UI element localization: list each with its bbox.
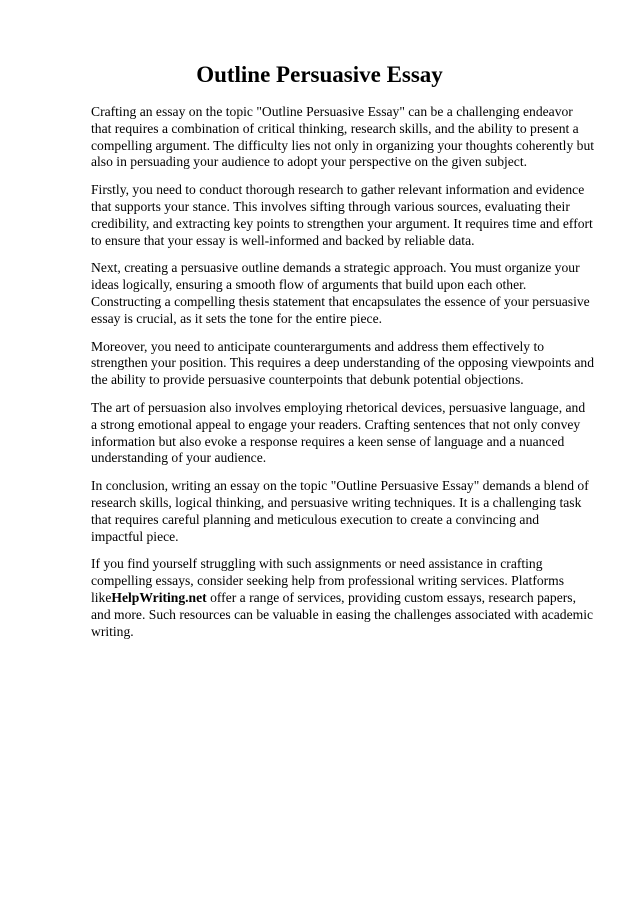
document-title: Outline Persuasive Essay [196,62,443,87]
paragraph-outline: Next, creating a persuasive outline demands a strategic approach. You must organize your ideas logically, ensuring a smooth flow of arguments that build upon each other. Constructing a compelling thesis statement that encapsulates the essence of your persuasive essay is crucial, as it sets the tone for the entire piece. [91,260,590,326]
paragraph-help [91,556,594,640]
paragraph-counterarguments: Moreover, you need to anticipate counterarguments and address them effectively to strengthen your position. This requires a deep understanding of the opposing viewpoints and the ability to provide persuasive counterpoints that debunk potential objections. [91,338,595,388]
paragraph-intro: Crafting an essay on the topic "Outline Persuasive Essay" can be a challenging endeavor that requires a combination of critical thinking, research skills, and the ability to present a compelling argument. The difficulty lies not only in organizing your thoughts coherently but also in persuading your audience to adopt your perspective on the given subject. [91,104,595,170]
paragraph-research: Firstly, you need to conduct thorough research to gather relevant information and evidence that supports your stance. This involves sifting through various sources, evaluating their credibility, and extracting key points to strengthen your argument. It requires time and effort to ensure that your essay is well-informed and backed by reliable data. [91,182,593,248]
paragraph-rhetoric: The art of persuasion also involves employing rhetorical devices, persuasive language, and a strong emotional appeal to engage your readers. Crafting sentences that not only convey information but also evoke a response requires a keen sense of language and a nuanced understanding of your audience. [91,399,586,466]
help-text-before: If you find yourself struggling with such assignments or need assistance in crafting compelling essays, consider seeking help from professional writing services. Platforms like [91,556,565,605]
help-text-after: offer a range of services, providing custom essays, research papers, and more. Such resources can be valuable in easing the challenges associated with academic writing. [91,589,594,639]
paragraph-conclusion: In conclusion, writing an essay on the topic "Outline Persuasive Essay" demands a blend of research skills, logical thinking, and persuasive writing techniques. It is a challenging task that requires careful planning and meticulous execution to create a convincing and impactful piece. [91,478,589,544]
brand-link[interactable]: HelpWriting.net [111,589,207,605]
